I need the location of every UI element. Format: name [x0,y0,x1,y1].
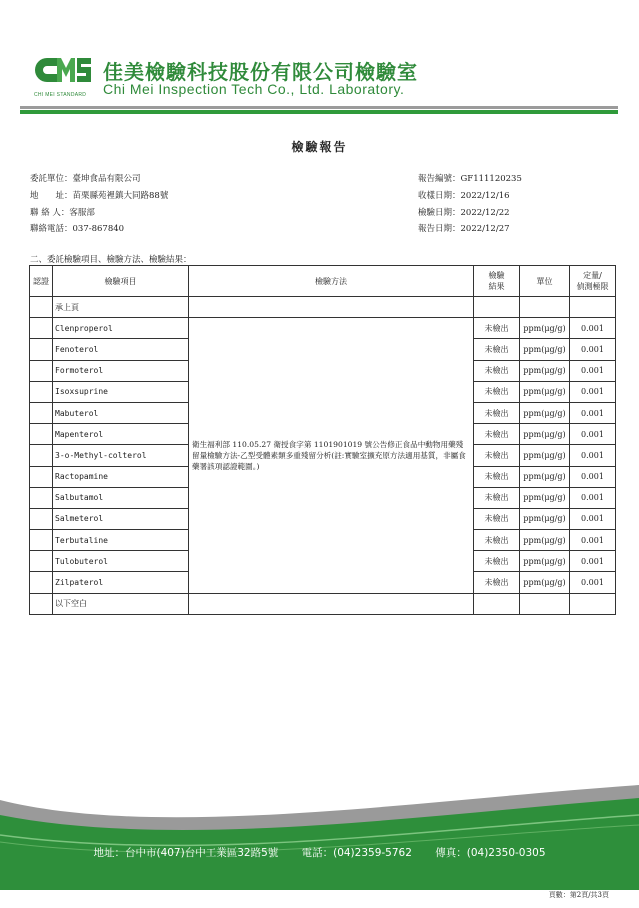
header-item: 檢驗項目 [53,266,189,297]
unit-cell: ppm(μg/g) [520,551,570,572]
result-cell: 未檢出 [474,381,520,402]
header-method: 檢驗方法 [189,266,474,297]
method-cell: 衛生福利部 110.05.27 衛授食字第 1101901019 號公告修正食品中動物用藥殘留量檢驗方法-乙型受體素類多重殘留分析(註:實驗室擴充原方法適用基質，非屬食藥署該項認證範圍。) [189,318,474,593]
item-cell: Mapenterol [53,424,189,445]
limit-cell: 0.001 [570,318,616,339]
cms-logo [33,52,97,94]
header-divider-gray [20,106,618,109]
table-row [30,593,616,614]
company-name-zh: 佳美檢驗科技股份有限公司檢驗室 [103,60,418,84]
limit-cell: 0.001 [570,424,616,445]
phone-line: 聯絡電話：037-867840 [30,224,125,234]
footer-contact [0,845,639,860]
tested-value: 2022/12/22 [460,208,510,218]
item-cell: Salbutamol [53,487,189,508]
result-cell: 未檢出 [474,487,520,508]
limit-cell: 0.001 [570,381,616,402]
header-result: 檢驗 結果 [474,266,520,297]
item-cell: Mabuterol [53,402,189,423]
result-cell: 未檢出 [474,360,520,381]
unit-cell: ppm(μg/g) [520,381,570,402]
limit-cell: 0.001 [570,508,616,529]
header-divider-green [20,110,618,114]
unit-cell: ppm(μg/g) [520,466,570,487]
report-date-line: 報告日期：2022/12/27 [418,224,510,234]
limit-cell: 0.001 [570,487,616,508]
item-cell: Fenoterol [53,339,189,360]
unit-cell: ppm(μg/g) [520,339,570,360]
contact-line: 聯 絡 人：客服部 [30,208,95,218]
limit-cell: 0.001 [570,466,616,487]
item-cell: Terbutaline [53,530,189,551]
item-cell: Ractopamine [53,466,189,487]
header-cert: 認證 [30,266,53,297]
logo-subtitle: CHI MEI STANDARD [34,92,87,98]
item-cell: Clenproperol [53,318,189,339]
footer-phone: 電話：(04)2359-5762 [301,847,412,859]
limit-cell: 0.001 [570,402,616,423]
table-row [30,297,616,318]
item-cell: 3-o-Methyl-colterol [53,445,189,466]
result-cell: 未檢出 [474,530,520,551]
limit-cell: 0.001 [570,445,616,466]
report-date-value: 2022/12/27 [460,224,510,234]
limit-cell: 0.001 [570,551,616,572]
tested-line: 檢驗日期：2022/12/22 [418,208,510,218]
received-value: 2022/12/16 [460,191,510,201]
result-cell: 未檢出 [474,551,520,572]
address-value: 苗栗縣苑裡鎮大同路88號 [72,191,169,201]
item-cell: Salmeterol [53,508,189,529]
result-cell: 未檢出 [474,572,520,593]
result-cell: 未檢出 [474,318,520,339]
footer-band [0,780,639,890]
unit-cell: ppm(μg/g) [520,508,570,529]
unit-cell: ppm(μg/g) [520,530,570,551]
address-line: 地 址：苗栗縣苑裡鎮大同路88號 [30,191,169,201]
result-cell: 未檢出 [474,339,520,360]
report-no-line: 報告編號：GF111120235 [418,174,522,184]
item-cell: Tulobuterol [53,551,189,572]
phone-value: 037-867840 [72,224,125,234]
result-cell: 未檢出 [474,466,520,487]
table-header-row [30,266,616,297]
result-cell: 未檢出 [474,402,520,423]
result-cell: 未檢出 [474,508,520,529]
item-cell: Zilpaterol [53,572,189,593]
footer-address: 地址：台中市(407)台中工業區32路5號 [93,847,279,859]
unit-cell: ppm(μg/g) [520,402,570,423]
item-cell: Isoxsuprine [53,381,189,402]
company-name-en: Chi Mei Inspection Tech Co., Ltd. Laboratory. [103,81,405,97]
limit-cell: 0.001 [570,339,616,360]
continued-label: 承上頁 [53,297,189,318]
limit-cell: 0.001 [570,360,616,381]
unit-cell: ppm(μg/g) [520,487,570,508]
limit-cell: 0.001 [570,530,616,551]
unit-cell: ppm(μg/g) [520,360,570,381]
unit-cell: ppm(μg/g) [520,445,570,466]
received-line: 收樣日期：2022/12/16 [418,191,510,201]
section-title: 二、委託檢驗項目、檢驗方法、檢驗結果： [30,255,192,265]
unit-cell: ppm(μg/g) [520,572,570,593]
report-title: 檢驗報告 [291,140,348,154]
result-cell: 未檢出 [474,424,520,445]
contact-value: 客服部 [69,208,95,218]
table-row [30,318,616,339]
item-cell: Formoterol [53,360,189,381]
header-unit: 單位 [520,266,570,297]
end-label: 以下空白 [53,593,189,614]
result-cell: 未檢出 [474,445,520,466]
report-no-value: GF111120235 [460,174,522,184]
client-value: 臺坤食品有限公司 [72,174,141,184]
page-number: 頁數：第2頁/共3頁 [548,891,609,899]
client-line: 委託單位：臺坤食品有限公司 [30,174,141,184]
header-limit: 定量/ 偵測極限 [570,266,616,297]
results-table [29,265,616,615]
unit-cell: ppm(μg/g) [520,424,570,445]
limit-cell: 0.001 [570,572,616,593]
unit-cell: ppm(μg/g) [520,318,570,339]
footer-fax: 傳真：(04)2350-0305 [435,847,546,859]
